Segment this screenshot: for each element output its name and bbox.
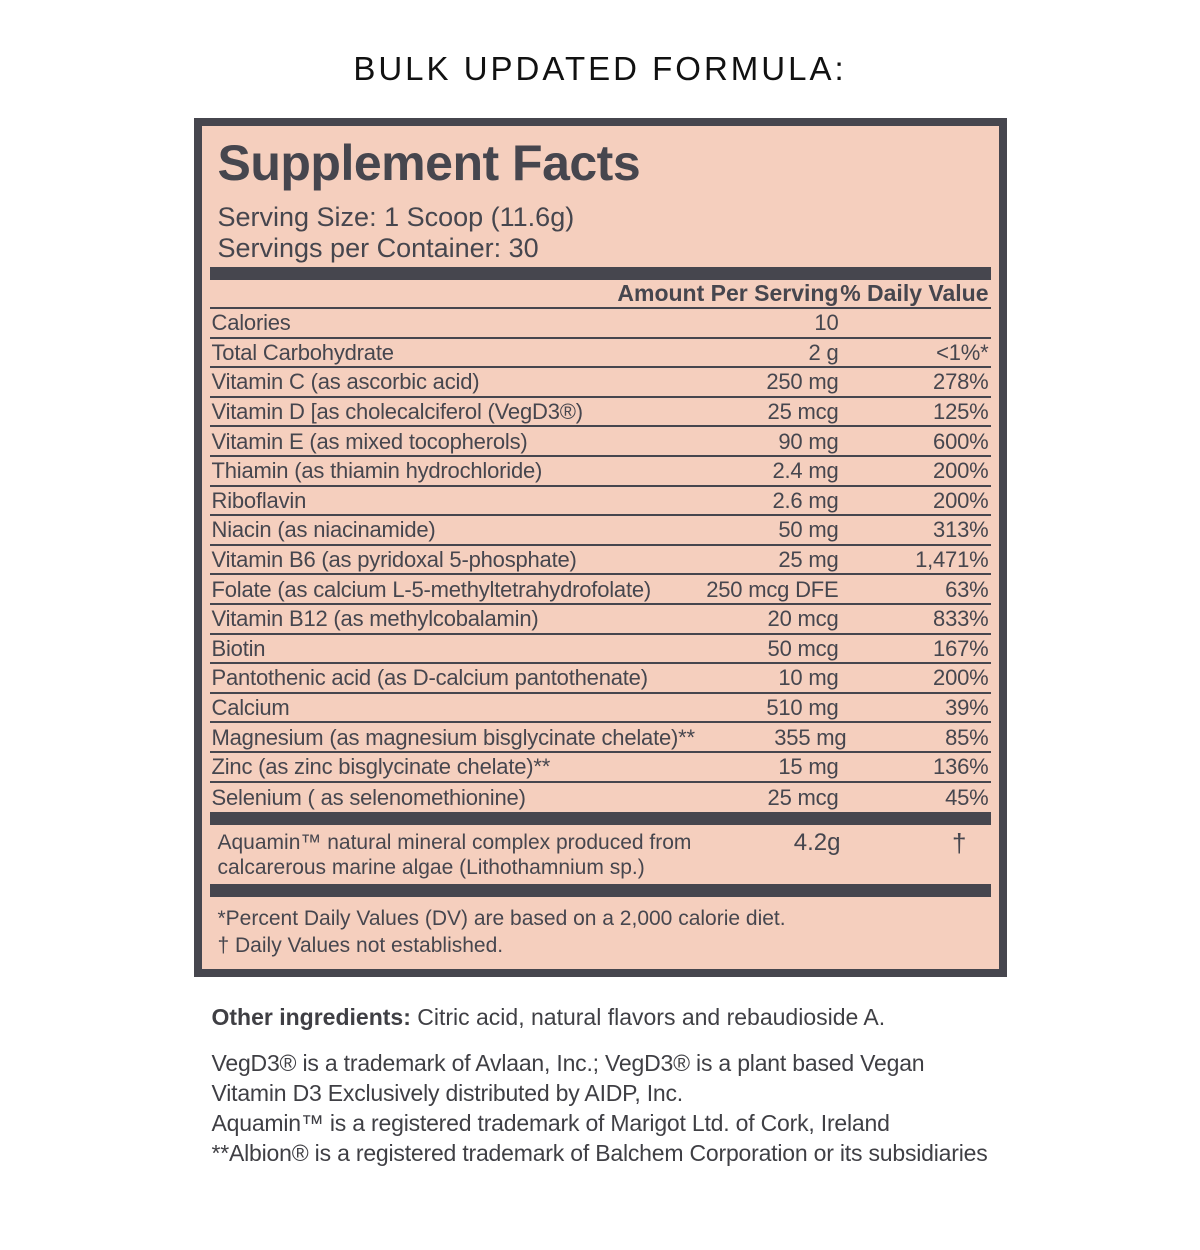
nutrient-daily-value: <1%* <box>936 339 989 365</box>
blend-amount: 4.2g <box>793 829 841 857</box>
nutrient-amount: 2.6 mg <box>772 487 839 513</box>
nutrient-name: Calcium <box>211 695 290 721</box>
nutrient-name: Magnesium (as magnesium bisglycinate chelate)** <box>211 724 695 750</box>
nutrient-daily-value: 200% <box>933 665 989 691</box>
trademark-note: VegD3® is a trademark of Avlaan, Inc.; VegD3® is a plant based Vegan <box>211 1050 925 1077</box>
supplement-facts-panel <box>194 118 1007 977</box>
nutrient-daily-value: 200% <box>933 458 989 484</box>
table-header-row <box>210 280 991 309</box>
nutrient-daily-value: 125% <box>933 399 989 425</box>
nutrient-amount: 15 mg <box>778 754 839 780</box>
nutrient-name: Riboflavin <box>211 487 307 513</box>
nutrient-name: Vitamin E (as mixed tocopherols) <box>211 428 528 454</box>
blend-row <box>210 825 991 884</box>
column-header-amount: Amount Per Serving <box>617 280 839 306</box>
footnote-not-established: † Daily Values not established. <box>217 934 504 958</box>
nutrient-row <box>210 723 991 753</box>
trademark-note: Aquamin™ is a registered trademark of Marigot Ltd. of Cork, Ireland <box>211 1110 890 1137</box>
nutrient-row <box>210 575 991 605</box>
nutrient-amount: 25 mg <box>778 547 839 573</box>
nutrient-amount: 20 mcg <box>767 606 839 632</box>
servings-per-container: Servings per Container: 30 <box>217 233 539 263</box>
nutrient-amount: 510 mg <box>766 695 839 721</box>
nutrient-daily-value: 45% <box>945 784 989 810</box>
separator-bar <box>210 812 991 825</box>
nutrient-daily-value: 136% <box>933 754 989 780</box>
nutrient-row <box>210 783 991 813</box>
nutrient-amount: 10 mg <box>778 665 839 691</box>
nutrient-name: Vitamin B12 (as methylcobalamin) <box>211 606 539 632</box>
nutrient-amount: 250 mcg DFE <box>706 576 839 602</box>
nutrient-row <box>210 487 991 517</box>
nutrient-daily-value: 833% <box>933 606 989 632</box>
nutrient-row <box>210 694 991 724</box>
nutrient-row <box>210 605 991 635</box>
nutrient-row <box>210 635 991 665</box>
nutrient-row <box>210 398 991 428</box>
footnote-daily-value: *Percent Daily Values (DV) are based on a 2,000 calorie diet. <box>217 907 786 931</box>
nutrient-row <box>210 427 991 457</box>
nutrient-row <box>210 546 991 576</box>
nutrient-row <box>210 309 991 339</box>
nutrient-name: Niacin (as niacinamide) <box>211 517 436 543</box>
nutrient-name: Vitamin D [as cholecalciferol (VegD3®) <box>211 399 583 425</box>
nutrient-name: Vitamin B6 (as pyridoxal 5-phosphate) <box>211 547 577 573</box>
serving-size: Serving Size: 1 Scoop (11.6g) <box>217 202 575 232</box>
page-title: BULK UPDATED FORMULA: <box>353 50 847 87</box>
nutrient-amount: 355 mg <box>774 724 847 750</box>
nutrient-daily-value: 278% <box>933 369 989 395</box>
nutrient-name: Pantothenic acid (as D-calcium pantothenate) <box>211 665 648 691</box>
other-ingredients <box>212 1003 1007 1032</box>
nutrient-amount: 10 <box>814 310 839 336</box>
nutrient-row <box>210 368 991 398</box>
nutrient-row <box>210 753 991 783</box>
nutrient-daily-value: 1,471% <box>915 547 989 573</box>
separator-bar <box>210 267 991 280</box>
nutrient-daily-value: 200% <box>933 487 989 513</box>
nutrient-amount: 2 g <box>808 339 839 365</box>
nutrient-daily-value: 313% <box>933 517 989 543</box>
nutrient-name: Folate (as calcium L-5-methyltetrahydrofolate) <box>211 576 652 602</box>
nutrient-daily-value: 600% <box>933 428 989 454</box>
blend-name <box>210 830 731 880</box>
nutrient-daily-value: 85% <box>945 724 989 750</box>
trademark-note: Vitamin D3 Exclusively distributed by AIDP, Inc. <box>211 1080 683 1107</box>
nutrient-row <box>210 339 991 369</box>
nutrient-amount: 25 mcg <box>767 399 839 425</box>
nutrient-amount: 50 mg <box>778 517 839 543</box>
separator-bar <box>210 884 991 897</box>
nutrient-name: Selenium ( as selenomethionine) <box>211 784 526 810</box>
blend-name-line2: calcarerous marine algae (Lithothamnium sp.) <box>217 856 645 880</box>
supplement-facts-title: Supplement Facts <box>217 135 641 191</box>
nutrient-amount: 250 mg <box>766 369 839 395</box>
nutrient-amount: 2.4 mg <box>772 458 839 484</box>
nutrient-row <box>210 664 991 694</box>
blend-name-line1: Aquamin™ natural mineral complex produced from <box>217 831 692 855</box>
column-header-daily-value: % Daily Value <box>840 280 989 306</box>
nutrient-name: Zinc (as zinc bisglycinate chelate)** <box>211 754 551 780</box>
nutrient-table <box>210 309 991 812</box>
nutrient-name: Calories <box>211 310 291 336</box>
nutrient-amount: 50 mcg <box>767 635 839 661</box>
nutrient-row <box>210 516 991 546</box>
nutrient-row <box>210 457 991 487</box>
blend-daily-value: † <box>952 828 967 859</box>
other-ingredients-text: Citric acid, natural flavors and rebaudioside A. <box>417 1004 886 1031</box>
nutrient-daily-value: 167% <box>933 635 989 661</box>
nutrient-amount: 90 mg <box>778 428 839 454</box>
nutrient-name: Biotin <box>211 635 266 661</box>
nutrient-name: Vitamin C (as ascorbic acid) <box>211 369 480 395</box>
nutrient-daily-value: 39% <box>945 695 989 721</box>
trademark-note: **Albion® is a registered trademark of Balchem Corporation or its subsidiaries <box>211 1140 988 1167</box>
label-notes-section <box>194 1003 1007 1168</box>
nutrient-name: Thiamin (as thiamin hydrochloride) <box>211 458 543 484</box>
nutrient-amount: 25 mcg <box>767 784 839 810</box>
nutrient-name: Total Carbohydrate <box>211 339 394 365</box>
other-ingredients-label: Other ingredients: <box>211 1004 411 1031</box>
footnotes <box>218 905 991 959</box>
nutrient-daily-value: 63% <box>945 576 989 602</box>
